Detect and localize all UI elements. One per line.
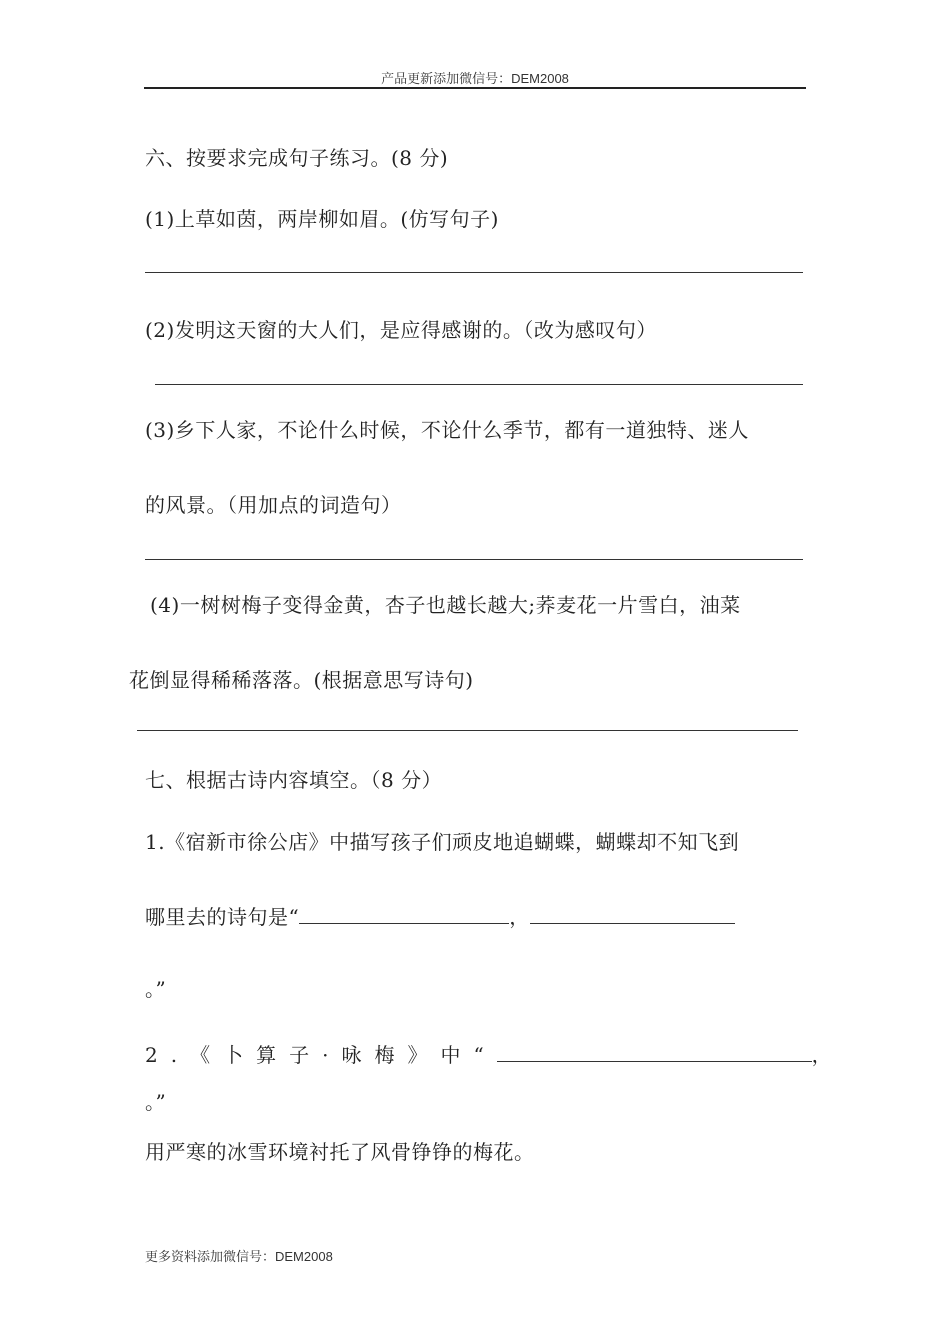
header-rule [144, 87, 806, 89]
question-7-2-line1 [145, 1039, 832, 1068]
question-7-2-comma: ， [811, 1043, 833, 1067]
question-7-2-line3: 用严寒的冰雪环境衬托了风骨铮铮的梅花。 [145, 1140, 535, 1164]
question-7-2-prefix: 2.《卜算子·咏梅》中“ [145, 1043, 497, 1067]
answer-line-6-4 [137, 730, 798, 731]
question-7-1-prefix: 哪里去的诗句是“ [145, 905, 300, 929]
question-6-3-line1: (3)乡下人家，不论什么时候，不论什么季节，都有一道独特、迷人 [145, 418, 749, 442]
question-6-1: (1)上草如茵，两岸柳如眉。(仿写句子) [145, 207, 499, 231]
question-7-1-line1: 1.《宿新市徐公店》中描写孩子们顽皮地追蝴蝶，蝴蝶却不知飞到 [145, 830, 740, 854]
question-6-4-line1: (4)一树树梅子变得金黄，杏子也越长越大;荞麦花一片雪白，油菜 [150, 593, 741, 617]
answer-line-6-2 [155, 384, 803, 385]
question-7-1-end: 。” [145, 977, 167, 1001]
fill-blank-7-1b[interactable] [530, 905, 735, 924]
answer-line-6-1 [145, 272, 803, 273]
section7-title: 七、根据古诗内容填空。（8 分） [145, 768, 443, 792]
fill-blank-7-2[interactable] [497, 1043, 812, 1062]
answer-line-6-3 [145, 559, 803, 560]
page-footer: 更多资料添加微信号：DEM2008 [145, 1249, 333, 1264]
section6-title: 六、按要求完成句子练习。(8 分) [145, 146, 449, 170]
question-7-2-end: 。” [145, 1090, 167, 1114]
question-6-2: (2)发明这天窗的大人们，是应得感谢的。（改为感叹句） [145, 318, 657, 342]
fill-blank-7-1a[interactable] [299, 905, 509, 924]
page-header: 产品更新添加微信号：DEM2008 [381, 71, 569, 86]
question-7-1-line2 [145, 901, 735, 930]
question-7-1-comma: ， [509, 905, 530, 929]
question-6-3-line2: 的风景。（用加点的词造句） [145, 493, 402, 517]
question-6-4-line2: 花倒显得稀稀落落。(根据意思写诗句) [129, 668, 474, 692]
